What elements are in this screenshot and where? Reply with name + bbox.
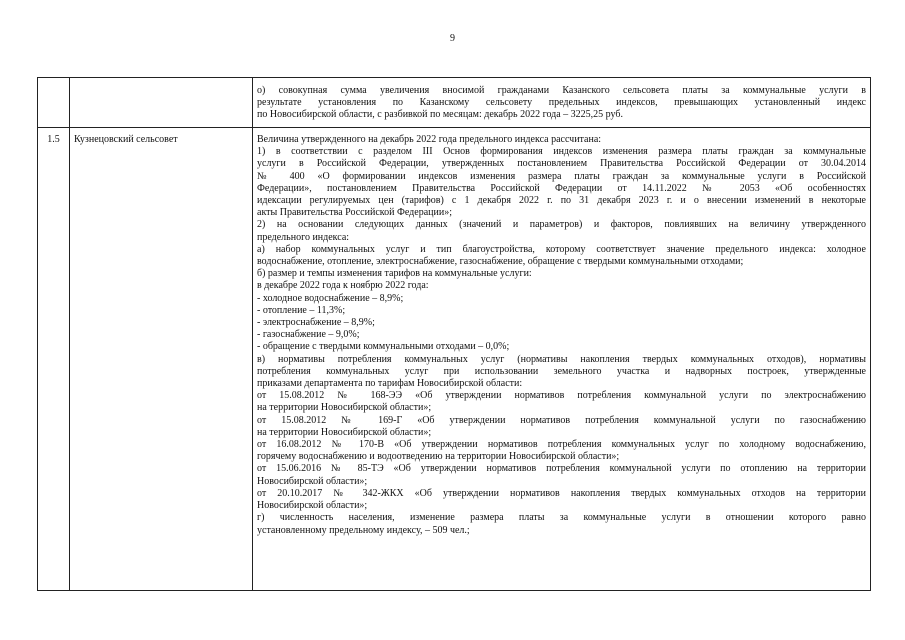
text-line: идексации регулируемых цен (тарифов) с 1 декабря 2022 г. по 31 декабря 2023 г. и о внесении изменений в некоторые bbox=[257, 195, 866, 207]
text-line: 1) в соответствии с разделом III Основ формирования индексов изменения размера платы граждан за коммунальные bbox=[257, 146, 866, 158]
municipality-name-cell bbox=[70, 128, 253, 591]
text-line: в) нормативы потребления коммунальных услуг (нормативы накопления твердых коммунальных отходов), нормативы bbox=[257, 353, 866, 365]
description-text bbox=[253, 128, 870, 590]
text-line: на территории Новосибирской области»; bbox=[257, 402, 432, 414]
text-line: 2) на основании следующих данных (значений и параметров) и факторов, повлиявших на величину утвержденного bbox=[257, 219, 866, 231]
text-line: - электроснабжение – 8,9%; bbox=[257, 317, 375, 329]
municipality-name bbox=[70, 78, 252, 127]
page-number: 9 bbox=[450, 33, 455, 44]
text-line: результате установления по Казанскому сельсовету предельных индексов, превышающих установленный индекс bbox=[257, 97, 866, 109]
text-line: потребления коммунальных услуг при использовании земельного участка и надворных построек, утвержденные bbox=[257, 365, 866, 377]
text-line: водоснабжение, отопление, электроснабжение, газоснабжение, обращение с твердыми коммунальными отходами; bbox=[257, 256, 744, 268]
row-number-cell bbox=[38, 78, 70, 128]
description-cell bbox=[253, 78, 871, 128]
row-number-cell bbox=[38, 128, 70, 591]
text-line: установленному предельному индексу, – 509 чел.; bbox=[257, 524, 470, 536]
text-line: № 400 «О формировании индексов изменения размера платы граждан за коммунальные услуги в Российской bbox=[257, 170, 866, 182]
table-row bbox=[38, 128, 871, 591]
text-line: - газоснабжение – 9,0%; bbox=[257, 329, 360, 341]
row-number bbox=[38, 78, 69, 84]
text-line: в декабре 2022 года к ноябрю 2022 года: bbox=[257, 280, 429, 292]
text-line: услуги в Российской Федерации, утвержденных постановлением Правительства Российской Федерации от 30.04.2014 bbox=[257, 158, 866, 170]
text-line: - холодное водоснабжение – 8,9%; bbox=[257, 292, 404, 304]
text-line: приказами департамента по тарифам Новосибирской области: bbox=[257, 378, 523, 390]
text-line: от 15.08.2012 № 168-ЭЭ «Об утверждении нормативов потребления коммунальной услуги по электроснабжению bbox=[257, 390, 866, 402]
table-row bbox=[38, 78, 871, 128]
text-line: от 16.08.2012 № 170-В «Об утверждении нормативов потребления коммунальных услуг по холодному водоснабжению, bbox=[257, 439, 866, 451]
text-line: по Новосибирской области, с разбивкой по месяцам: декабрь 2022 года – 3225,25 руб. bbox=[257, 109, 624, 121]
text-line: акты Правительства Российской Федерации»; bbox=[257, 207, 452, 219]
municipality-name-cell bbox=[70, 78, 253, 128]
text-line: - отопление – 11,3%; bbox=[257, 304, 346, 316]
text-line: от 15.06.2016 № 85-ТЭ «Об утверждении нормативов потребления коммунальной услуги по отоплению на территории bbox=[257, 463, 866, 475]
text-line: Величина утвержденного на декабрь 2022 года предельного индекса рассчитана: bbox=[257, 134, 602, 145]
text-line: от 15.08.2012 № 169-Г «Об утверждении нормативов потребления коммунальной услуги по газоснабжению bbox=[257, 414, 866, 426]
row-number: 1.5 bbox=[47, 134, 60, 145]
document-table bbox=[37, 77, 871, 591]
text-line: Новосибирской области»; bbox=[257, 500, 368, 512]
description-text bbox=[253, 78, 870, 127]
text-line: на территории Новосибирской области»; bbox=[257, 426, 432, 438]
text-line: Федерации», постановлением Правительства Российской Федерации от 14.11.2022 № 2053 «Об особенностях bbox=[257, 182, 866, 194]
text-line: - обращение с твердыми коммунальными отходами – 0,0%; bbox=[257, 341, 510, 353]
text-line: от 20.10.2017 № 342-ЖКХ «Об утверждении нормативов накопления твердых коммунальных отходов на территории bbox=[257, 487, 866, 499]
text-line: Новосибирской области»; bbox=[257, 475, 368, 487]
text-line: о) совокупная сумма увеличения вносимой гражданами Казанского сельсовета платы за коммунальные услуги в bbox=[257, 85, 866, 96]
text-line: горячему водоснабжению и водоотведению на территории Новосибирской области»; bbox=[257, 451, 620, 463]
description-cell bbox=[253, 128, 871, 591]
municipality-name: Кузнецовский сельсовет bbox=[74, 134, 178, 145]
text-line: а) набор коммунальных услуг и тип благоустройства, которому соответствует значение предельного индекса: холодное bbox=[257, 243, 866, 255]
text-line: б) размер и темпы изменения тарифов на коммунальные услуги: bbox=[257, 268, 532, 280]
text-line: г) численность населения, изменение размера платы за коммунальные услуги в отношении которого равно bbox=[257, 512, 866, 524]
text-line: предельного индекса: bbox=[257, 231, 350, 243]
